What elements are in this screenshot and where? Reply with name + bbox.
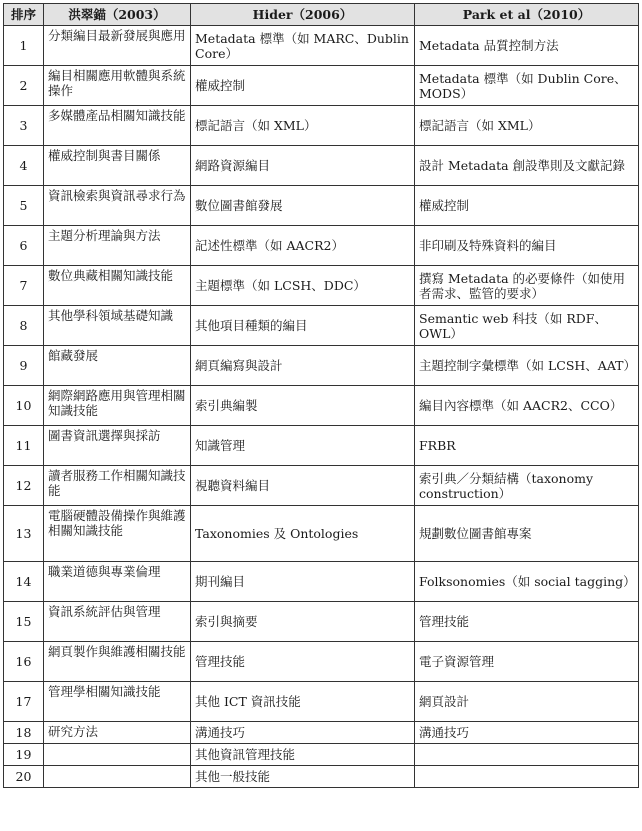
hung-cell: 多媒體產品相關知識技能	[44, 106, 191, 146]
rank-cell: 19	[4, 744, 44, 766]
hung-cell: 網際網路應用與管理相關知識技能	[44, 386, 191, 426]
table-row	[4, 26, 639, 66]
table-row	[4, 386, 639, 426]
hung-cell: 館藏發展	[44, 346, 191, 386]
hider-cell: 溝通技巧	[191, 722, 415, 744]
table-row	[4, 226, 639, 266]
header-hider-2006: Hider（2006）	[191, 4, 415, 26]
park-cell: 撰寫 Metadata 的必要條件（如使用者需求、監管的要求）	[415, 266, 639, 306]
table-row	[4, 346, 639, 386]
table-row	[4, 766, 639, 788]
table-row	[4, 562, 639, 602]
hung-cell: 讀者服務工作相關知識技能	[44, 466, 191, 506]
hider-cell: Metadata 標準（如 MARC、Dublin Core）	[191, 26, 415, 66]
park-cell: 索引典／分類結構（taxonomy construction）	[415, 466, 639, 506]
hider-cell: 網頁編寫與設計	[191, 346, 415, 386]
hider-cell: 其他資訊管理技能	[191, 744, 415, 766]
rank-cell: 1	[4, 26, 44, 66]
hider-cell: 主題標準（如 LCSH、DDC）	[191, 266, 415, 306]
hung-cell	[44, 744, 191, 766]
rank-cell: 5	[4, 186, 44, 226]
table-row	[4, 744, 639, 766]
hider-cell: 管理技能	[191, 642, 415, 682]
rank-cell: 16	[4, 642, 44, 682]
header-rank: 排序	[4, 4, 44, 26]
rank-cell: 3	[4, 106, 44, 146]
hider-cell: 視聽資料編目	[191, 466, 415, 506]
table-row	[4, 266, 639, 306]
park-cell: 權威控制	[415, 186, 639, 226]
park-cell: 電子資源管理	[415, 642, 639, 682]
hider-cell: 其他 ICT 資訊技能	[191, 682, 415, 722]
hung-cell	[44, 766, 191, 788]
rank-cell: 6	[4, 226, 44, 266]
park-cell: 設計 Metadata 創設準則及文獻記錄	[415, 146, 639, 186]
hung-cell: 圖書資訊選擇與採訪	[44, 426, 191, 466]
park-cell: 溝通技巧	[415, 722, 639, 744]
rank-cell: 18	[4, 722, 44, 744]
hider-cell: 權威控制	[191, 66, 415, 106]
rank-cell: 15	[4, 602, 44, 642]
table-row	[4, 466, 639, 506]
hider-cell: 網路資源編目	[191, 146, 415, 186]
hung-cell: 資訊系統評估與管理	[44, 602, 191, 642]
park-cell: 主題控制字彙標準（如 LCSH、AAT）	[415, 346, 639, 386]
hung-cell: 主題分析理論與方法	[44, 226, 191, 266]
rank-cell: 11	[4, 426, 44, 466]
table-row	[4, 722, 639, 744]
rank-cell: 14	[4, 562, 44, 602]
rank-cell: 17	[4, 682, 44, 722]
hung-cell: 編目相關應用軟體與系統操作	[44, 66, 191, 106]
table-row	[4, 146, 639, 186]
rank-cell: 7	[4, 266, 44, 306]
park-cell: 編目內容標準（如 AACR2、CCO）	[415, 386, 639, 426]
rank-cell: 4	[4, 146, 44, 186]
rank-cell: 12	[4, 466, 44, 506]
hung-cell: 其他學科領域基礎知識	[44, 306, 191, 346]
table-row	[4, 426, 639, 466]
rank-cell: 10	[4, 386, 44, 426]
hider-cell: 數位圖書館發展	[191, 186, 415, 226]
table-row	[4, 602, 639, 642]
hung-cell: 研究方法	[44, 722, 191, 744]
park-cell: 規劃數位圖書館專案	[415, 506, 639, 562]
hider-cell: 索引與摘要	[191, 602, 415, 642]
table-row	[4, 306, 639, 346]
hung-cell: 數位典藏相關知識技能	[44, 266, 191, 306]
table-header-row	[4, 4, 639, 26]
table-row	[4, 106, 639, 146]
park-cell	[415, 766, 639, 788]
park-cell	[415, 744, 639, 766]
park-cell: FRBR	[415, 426, 639, 466]
table-row	[4, 682, 639, 722]
hider-cell: 知識管理	[191, 426, 415, 466]
hung-cell: 網頁製作與維護相關技能	[44, 642, 191, 682]
rank-cell: 8	[4, 306, 44, 346]
hung-cell: 分類編目最新發展與應用	[44, 26, 191, 66]
hider-cell: 索引典編製	[191, 386, 415, 426]
table-row	[4, 642, 639, 682]
hider-cell: Taxonomies 及 Ontologies	[191, 506, 415, 562]
park-cell: Folksonomies（如 social tagging）	[415, 562, 639, 602]
table-row	[4, 66, 639, 106]
hider-cell: 其他一般技能	[191, 766, 415, 788]
hider-cell: 期刊編目	[191, 562, 415, 602]
table-row	[4, 506, 639, 562]
hung-cell: 電腦硬體設備操作與維護相關知識技能	[44, 506, 191, 562]
hung-cell: 資訊檢索與資訊尋求行為	[44, 186, 191, 226]
competency-ranking-table	[3, 3, 639, 788]
rank-cell: 20	[4, 766, 44, 788]
hung-cell: 職業道德與專業倫理	[44, 562, 191, 602]
hider-cell: 標記語言（如 XML）	[191, 106, 415, 146]
rank-cell: 13	[4, 506, 44, 562]
hider-cell: 其他項目種類的編目	[191, 306, 415, 346]
rank-cell: 2	[4, 66, 44, 106]
table-row	[4, 186, 639, 226]
park-cell: Semantic web 科技（如 RDF、OWL）	[415, 306, 639, 346]
park-cell: Metadata 標準（如 Dublin Core、MODS）	[415, 66, 639, 106]
park-cell: Metadata 品質控制方法	[415, 26, 639, 66]
park-cell: 非印刷及特殊資料的編目	[415, 226, 639, 266]
park-cell: 網頁設計	[415, 682, 639, 722]
hung-cell: 權威控制與書目關係	[44, 146, 191, 186]
header-park-2010: Park et al（2010）	[415, 4, 639, 26]
park-cell: 管理技能	[415, 602, 639, 642]
hider-cell: 記述性標準（如 AACR2）	[191, 226, 415, 266]
header-hung-2003: 洪翠錨（2003）	[44, 4, 191, 26]
park-cell: 標記語言（如 XML）	[415, 106, 639, 146]
rank-cell: 9	[4, 346, 44, 386]
hung-cell: 管理學相關知識技能	[44, 682, 191, 722]
